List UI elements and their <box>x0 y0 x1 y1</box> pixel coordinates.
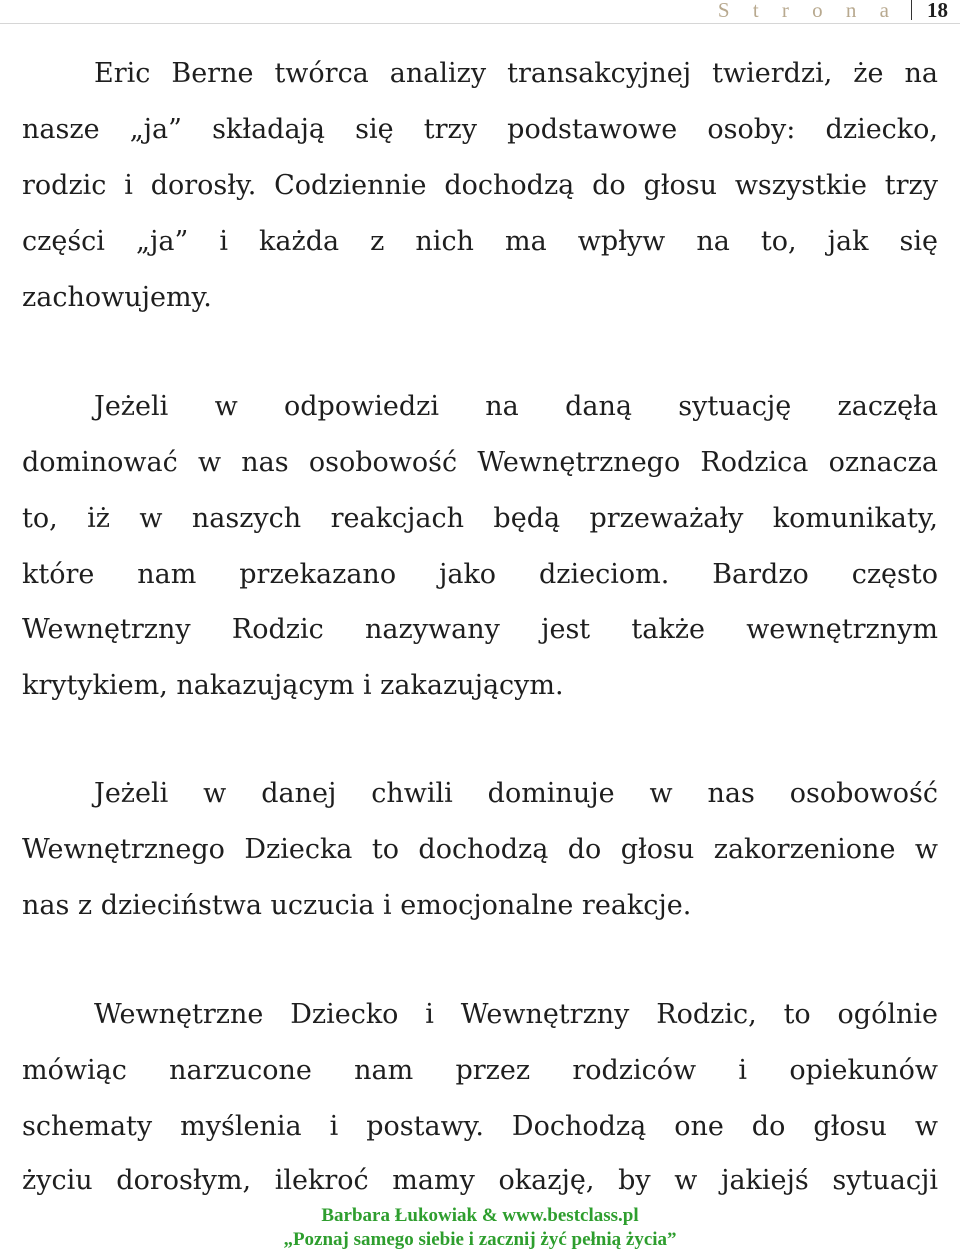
page-label: S t r o n a <box>717 0 898 22</box>
text-line: nasze „ja” składają się trzy podstawowe osoby: dziecko, <box>22 114 938 145</box>
page-number: 18 <box>927 0 948 22</box>
text-line: części „ja” i każda z nich ma wpływ na to, jak się <box>22 226 938 257</box>
text-line: które nam przekazano jako dzieciom. Bardzo często <box>22 559 938 590</box>
text-line: to, iż w naszych reakcjach będą przeważały komunikaty, <box>22 503 938 534</box>
text-line: zachowujemy. <box>22 282 212 313</box>
footer-tagline: „Poznaj samego siebie i zacznij żyć pełnią życia” <box>283 1229 677 1250</box>
header-rule <box>0 23 960 24</box>
text-line: Jeżeli w danej chwili dominuje w nas osobowość <box>94 778 938 809</box>
text-line: nas z dzieciństwa uczucia i emocjonalne reakcje. <box>22 890 692 921</box>
header-separator <box>911 0 912 20</box>
text-line: dominować w nas osobowość Wewnętrznego Rodzica oznacza <box>22 447 938 478</box>
text-line: Jeżeli w odpowiedzi na daną sytuację zaczęła <box>94 391 938 422</box>
page-header <box>0 0 960 26</box>
text-line: Wewnętrzne Dziecko i Wewnętrzny Rodzic, to ogólnie <box>94 999 938 1030</box>
text-line: życiu dorosłym, ilekroć mamy okazję, by w jakiejś sytuacji <box>22 1165 938 1196</box>
footer-author: Barbara Łukowiak & www.bestclass.pl <box>321 1205 639 1226</box>
text-line: Wewnętrzny Rodzic nazywany jest także wewnętrznym <box>22 614 938 645</box>
text-line: Eric Berne twórca analizy transakcyjnej twierdzi, że na <box>94 58 938 89</box>
text-line: Wewnętrznego Dziecka to dochodzą do głosu zakorzenione w <box>22 834 938 865</box>
text-line: schematy myślenia i postawy. Dochodzą one do głosu w <box>22 1111 938 1142</box>
text-line: mówiąc narzucone nam przez rodziców i opiekunów <box>22 1055 938 1086</box>
text-line: rodzic i dorosły. Codziennie dochodzą do głosu wszystkie trzy <box>22 170 938 201</box>
text-line: krytykiem, nakazującym i zakazującym. <box>22 670 564 701</box>
